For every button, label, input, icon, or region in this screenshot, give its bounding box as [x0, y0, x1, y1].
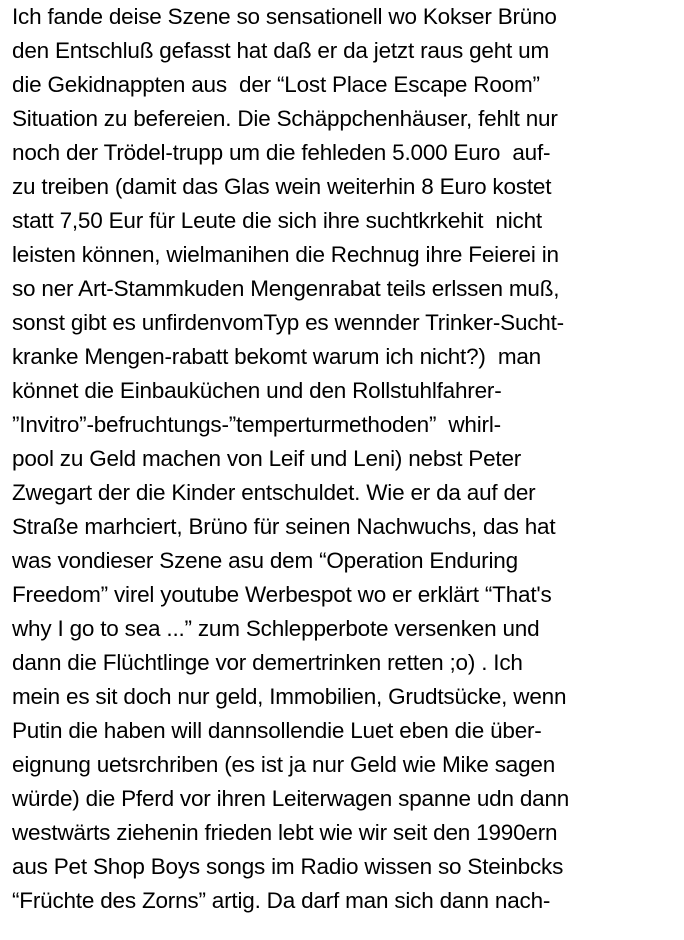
text-line: Straße marhciert, Brüno für seinen Nachwuchs, das hat [12, 514, 556, 539]
text-line: Situation zu befereien. Die Schäppchenhäuser, fehlt nur [12, 106, 558, 131]
text-line: dann die Flüchtlinge vor demertrinken retten ;o) . Ich [12, 650, 523, 675]
text-line: noch der Trödel-trupp um die fehleden 5.000 Euro auf- [12, 140, 551, 165]
text-line: Zwegart der die Kinder entschuldet. Wie er da auf der [12, 480, 536, 505]
text-line: “Früchte des Zorns” artig. Da darf man sich dann nach- [12, 888, 551, 913]
text-line: statt 7,50 Eur für Leute die sich ihre suchtkrkehit nicht [12, 208, 542, 233]
text-line: Putin die haben will dannsollendie Luet eben die über- [12, 718, 542, 743]
text-line: eignung uetsrchriben (es ist ja nur Geld wie Mike sagen [12, 752, 556, 777]
text-block [12, 0, 684, 918]
text-line: why I go to sea ...” zum Schlepperbote versenken und [12, 616, 540, 641]
text-line: sonst gibt es unfirdenvomTyp es wennder Trinker-Sucht- [12, 310, 564, 335]
text-line: den Entschluß gefasst hat daß er da jetzt raus geht um [12, 38, 550, 63]
text-line: kranke Mengen-rabatt bekomt warum ich nicht?) man [12, 344, 541, 369]
text-line: mein es sit doch nur geld, Immobilien, Grudtsücke, wenn [12, 684, 567, 709]
text-line: was vondieser Szene asu dem “Operation Enduring [12, 548, 518, 573]
text-line: leisten können, wielmanihen die Rechnug ihre Feierei in [12, 242, 559, 267]
text-line: die Gekidnappten aus der “Lost Place Escape Room” [12, 72, 540, 97]
text-line: so ner Art-Stammkuden Mengenrabat teils erlssen muß, [12, 276, 560, 301]
text-line: könnet die Einbauküchen und den Rollstuhlfahrer- [12, 378, 502, 403]
text-line: Ich fande deise Szene so sensationell wo Kokser Brüno [12, 4, 557, 29]
text-line: ”Invitro”-befruchtungs-”temperturmethoden” whirl- [12, 412, 501, 437]
text-line: würde) die Pferd vor ihren Leiterwagen spanne udn dann [12, 786, 570, 811]
text-line: aus Pet Shop Boys songs im Radio wissen so Steinbcks [12, 854, 564, 879]
text-line: zu treiben (damit das Glas wein weiterhin 8 Euro kostet [12, 174, 552, 199]
text-line: pool zu Geld machen von Leif und Leni) nebst Peter [12, 446, 522, 471]
text-line: Freedom” virel youtube Werbespot wo er erklärt “That's [12, 582, 552, 607]
text-line: westwärts ziehenin frieden lebt wie wir seit den 1990ern [12, 820, 558, 845]
